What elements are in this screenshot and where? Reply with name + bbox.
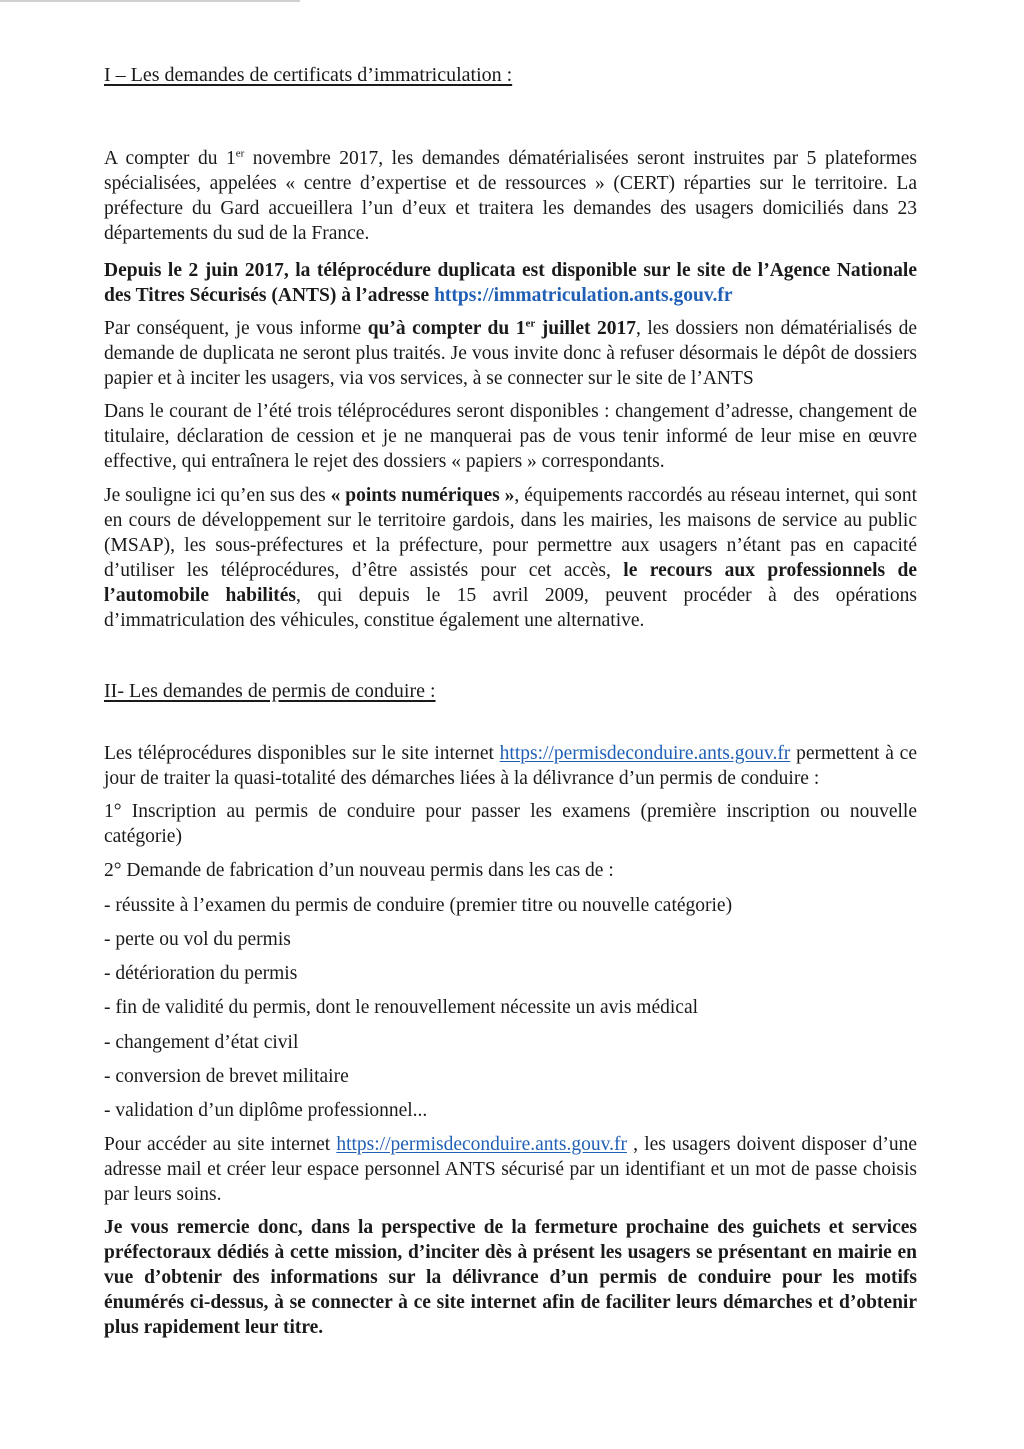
list-item: - fin de validité du permis, dont le renouvellement nécessite un avis médical (104, 997, 699, 1018)
list-item: - réussite à l’examen du permis de conduire (premier titre ou nouvelle catégorie) (104, 895, 733, 916)
permis-url-link[interactable]: https://permisdeconduire.ants.gouv.fr (499, 743, 791, 764)
superscript: er (235, 147, 245, 160)
bold-text: Depuis le 2 juin 2017, la téléprocédure duplicata est disponible sur le site de l’Agence Nationale des Titres Sécurisés (ANTS) à l’adresse (104, 260, 917, 306)
text-run: , équipements raccordés au réseau internet, qui sont en cours de développement sur le territoire gardois, dans les mairies, les maisons de service au public (MSAP), les sous-préfectures et la préfecture, pour permettre aux usagers n’étant pas en capacité d’utiliser les téléprocédures, d’être assistés pour cet accès, (104, 485, 917, 581)
section-2-paragraph-1 (104, 741, 917, 791)
text-run: Par conséquent, je vous informe (104, 318, 368, 339)
permis-url-link[interactable]: https://permisdeconduire.ants.gouv.fr (336, 1134, 627, 1155)
section-1-paragraph-5 (104, 483, 917, 633)
text-run: , les dossiers non dématérialisés de demande de duplicata ne seront plus traités. Je vous invite donc à refuser désormais le dépôt de dossiers papier et à inciter les usagers, via vos services, à se connecter sur le site de l’ANTS (104, 318, 917, 389)
list-item: - conversion de brevet militaire (104, 1066, 349, 1087)
list-item: - perte ou vol du permis (104, 929, 291, 950)
list-item: - validation d’un diplôme professionnel... (104, 1100, 428, 1121)
numbered-item-1: 1° Inscription au permis de conduire pour passer les examens (première inscription ou nouvelle catégorie) (104, 801, 917, 847)
bold-text: juillet 2017 (535, 318, 636, 339)
list-item: - changement d’état civil (104, 1032, 299, 1053)
text-run: , qui depuis le 15 avril 2009, peuvent procéder à des opérations d’immatriculation des véhicules, constitue également une alternative. (104, 585, 917, 631)
section-2-heading: II- Les demandes de permis de conduire : (104, 680, 436, 702)
text-run: Pour accéder au site internet (104, 1134, 337, 1155)
text-run: Je souligne ici qu’en sus des (104, 485, 331, 506)
section-1-paragraph-4: Dans le courant de l’été trois téléprocédures seront disponibles : changement d’adresse, changement de titulaire, déclaration de cession et je ne manquerai pas de vous tenir informé de leur mise en œuvre effective, qui entraînera le rejet des dossiers « papiers » correspondants. (104, 401, 917, 472)
text-run: permettent à ce jour de traiter la quasi-totalité des démarches liées à la délivrance d’un permis de conduire : (104, 743, 917, 789)
bold-text: « points numériques » (330, 485, 515, 506)
superscript: er (525, 317, 536, 330)
numbered-item-2: 2° Demande de fabrication d’un nouveau permis dans les cas de : (104, 860, 614, 881)
section-1-heading: I – Les demandes de certificats d’immatriculation : (104, 64, 513, 86)
bold-text: le recours aux professionnels de l’automobile habilités (104, 560, 917, 606)
text-run: A compter du 1 (104, 148, 236, 169)
bold-text: qu’à compter du 1 (367, 318, 526, 339)
scan-edge-line (0, 0, 300, 2)
text-run: , les usagers doivent disposer d’une adresse mail et créer leur espace personnel ANTS sécurisé par un identifiant et un mot de passe choisis par leurs soins. (104, 1134, 918, 1205)
text-run: novembre 2017, les demandes dématérialisées seront instruites par 5 plateformes spécialisées, appelées « centre d’expertise et de ressources » (CERT) réparties sur le territoire. La préfecture du Gard accueillera l’un d’eux et traitera les demandes des usagers domiciliés dans 23 départements du sud de la France. (104, 148, 917, 244)
section-1-paragraph-3 (104, 316, 917, 391)
section-2-paragraph-2 (104, 1132, 917, 1207)
section-1-paragraph-1 (104, 146, 917, 246)
immatriculation-url[interactable]: https://immatriculation.ants.gouv.fr (434, 285, 733, 306)
section-1-paragraph-2 (104, 258, 917, 308)
section-2-closing-paragraph: Je vous remercie donc, dans la perspective de la fermeture prochaine des guichets et services préfectoraux dédiés à cette mission, d’inciter dès à présent les usagers se présentant en mairie en vue d’obtenir des informations sur la délivrance d’un permis de conduire pour les motifs énumérés ci-dessus, à se connecter à ce site internet afin de faciliter leurs démarches et d’obtenir plus rapidement leur titre. (104, 1217, 917, 1338)
list-item: - détérioration du permis (104, 963, 298, 984)
text-run: Les téléprocédures disponibles sur le site internet (104, 743, 500, 764)
